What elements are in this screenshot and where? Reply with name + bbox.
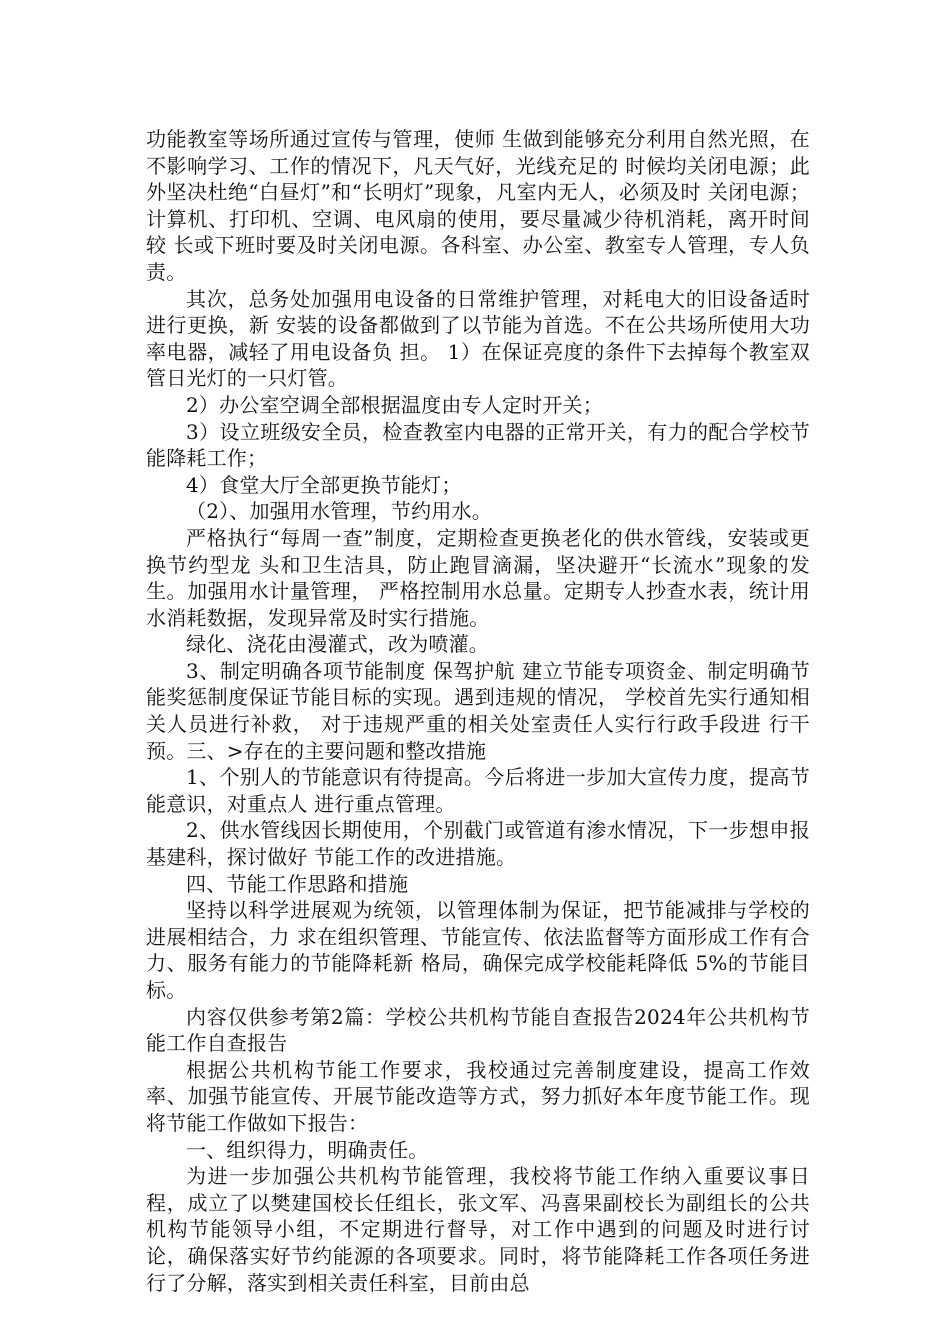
section-heading-1: 一、组织得力，明确责任。 [186,1137,429,1162]
paragraph-15: 根据公共机构节能工作要求，我校通过完善制度建设，提高工作效率、加强节能宣传、开展节能改造等方式，努力抓好本年度节能工作。现将节能工作做如下报告： [146,1057,810,1135]
section-heading-4: 四、节能工作思路和措施 [186,871,409,896]
paragraph-4: 3）设立班级安全员，检查教室内电器的正常开关，有力的配合学校节能降耗工作； [146,419,810,471]
paragraph-13: 坚持以科学进展观为统领，以管理体制为保证，把节能减排与学校的进展相结合，力 求在组织管理、节能宣传、依法监督等方面形成工作有合力、服务有能力的节能降耗新 格局，确保完成学校能耗降低 5%的节能目标。 [146,898,810,1002]
paragraph-7: 严格执行“每周一查”制度，定期检查更换老化的供水管线，安装或更换节约型龙 头和卫生洁具，防止跑冒滴漏，坚决避开“长流水”现象的发生。加强用水计量管理， 严格控制用水总量。定期专人抄查水表，统计用水消耗数据，发现异常及时实行措施。 [146,525,810,630]
paragraph-6: （2）、加强用水管理，节约用水。 [186,499,492,524]
paragraph-2: 其次，总务处加强用电设备的日常维护管理，对耗电大的旧设备适时进行更换，新 安装的设备都做到了以节能为首选。不在公共场所使用大功率电器，减轻了用电设备负 担。 1）在保证亮度的条件下去掉每个教室双管日光灯的一只灯管。 [146,286,810,391]
paragraph-3: 2）办公室空调全部根据温度由专人定时开关； [186,392,603,417]
paragraph-1: 功能教室等场所通过宣传与管理，使师 生做到能够充分利用自然光照，在不影响学习、工作的情况下，凡天气好，光线充足的 时候均关闭电源；此外坚决杜绝“白昼灯”和“长明灯”现象，凡室内无人，必须及时 关闭电源；计算机、打印机、空调、电风扇的使用，要尽量减少待机消耗，离开时间较 长或下班时要及时关闭电源。各科室、办公室、教室专人管理，专人负责。 [146,127,810,284]
article-title-2: 内容仅供参考第2篇：学校公共机构节能自查报告2024年公共机构节能工作自查报告 [146,1004,810,1056]
document-body [146,126,810,1296]
paragraph-10: 1、个别人的节能意识有待提高。今后将进一步加大宣传力度，提高节能意识，对重点人 进行重点管理。 [146,765,810,816]
paragraph-5: 4）食堂大厅全部更换节能灯； [186,472,462,497]
paragraph-9: 3、制定明确各项节能制度 保驾护航 建立节能专项资金、制定明确节能奖惩制度保证节能目标的实现。遇到违规的情况， 学校首先实行通知相关人员进行补救， 对于违规严重的相关处室责任人实行行政手段进 行干预。三、>存在的主要问题和整改措施 [146,658,810,763]
paragraph-8: 绿化、浇花由漫灌式，改为喷灌。 [186,632,489,657]
paragraph-17: 为进一步加强公共机构节能管理，我校将节能工作纳入重要议事日程，成立了以樊建国校长任组长，张文军、冯喜果副校长为副组长的公共机构节能领导小组，不定期进行督导，对工作中遇到的问题及时进行讨论，确保落实好节约能源的各项要求。同时，将节能降耗工作各项任务进行了分解，落实到相关责任科室，目前由总 [146,1164,810,1295]
paragraph-11: 2、供水管线因长期使用，个别截门或管道有渗水情况，下一步想申报基建科，探讨做好 节能工作的改进措施。 [146,818,810,870]
